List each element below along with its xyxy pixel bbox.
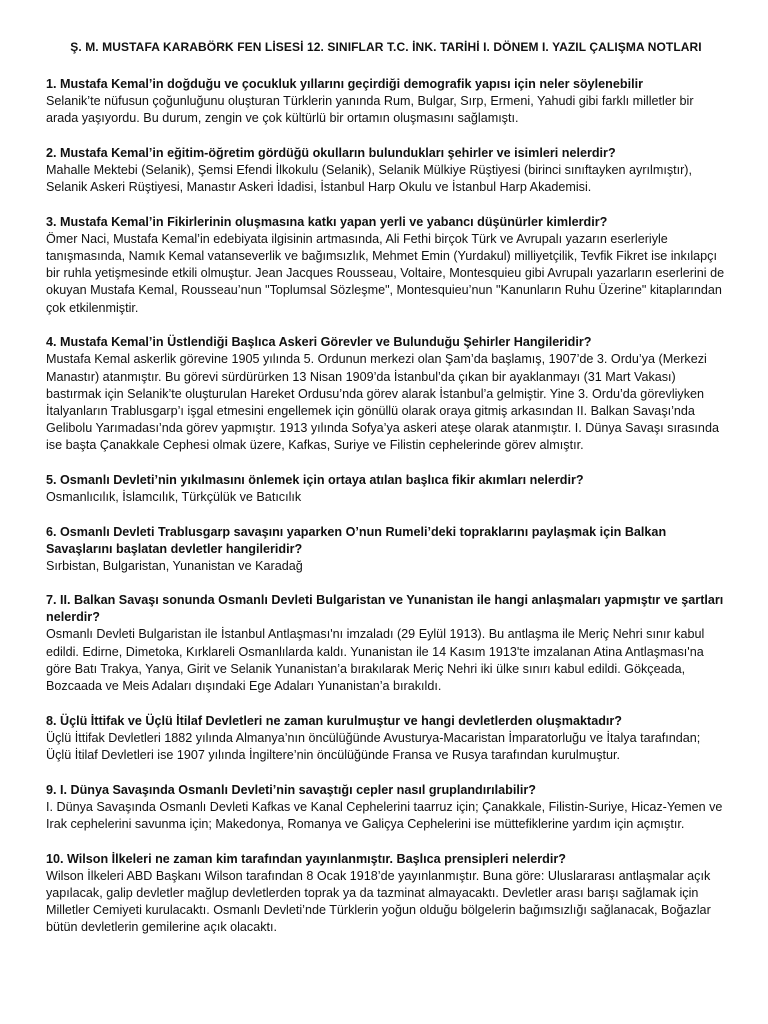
question-1: 1. Mustafa Kemal’in doğduğu ve çocukluk yıllarını geçirdiği demografik yapısı için neler söylenebilir	[46, 77, 643, 91]
qa-item-4	[46, 334, 726, 454]
qa-item-8	[46, 713, 726, 764]
answer-5: Osmanlıcılık, İslamcılık, Türkçülük ve Batıcılık	[46, 490, 302, 505]
qa-item-7	[46, 592, 726, 695]
qa-item-2	[46, 145, 726, 196]
qa-item-1	[46, 76, 726, 127]
qa-item-6	[46, 524, 726, 575]
question-10: 10. Wilson İlkeleri ne zaman kim tarafından yayınlanmıştır. Başlıca prensipleri nelerdir?	[46, 851, 566, 866]
question-2: 2. Mustafa Kemal’in eğitim-öğretim gördüğü okulların bulundukları şehirler ve isimleri nelerdir?	[46, 145, 616, 160]
question-4: 4. Mustafa Kemal’in Üstlendiği Başlıca Askeri Görevler ve Bulunduğu Şehirler Hangileridir?	[46, 335, 592, 350]
answer-10: Wilson İlkeleri ABD Başkanı Wilson tarafından 8 Ocak 1918’de yayınlanmıştır. Buna göre: Uluslararası antlaşmalar açık yapılacak, galip devletler mağlup devletlerden toprak ya da tazminat almayacaktı. Devletler arası barışı sağlamak için Milletler Cemiyeti kurulacaktı. Osmanlı Devleti’nde Türklerin yoğun olduğu bölgelerin bağımsızlığı sağlanacak, Boğazlar bütün devletlerin gemilerine açık olacaktı.	[46, 868, 711, 935]
qa-item-9	[46, 782, 726, 833]
question-3: 3. Mustafa Kemal’in Fikirlerinin oluşmasına katkı yapan yerli ve yabancı düşünürler kimlerdir?	[46, 214, 608, 229]
question-7: 7. II. Balkan Savaşı sonunda Osmanlı Devleti Bulgaristan ve Yunanistan ile hangi anlaşmaları yapmıştır ve şartları nelerdir?	[46, 593, 724, 625]
question-6: 6. Osmanlı Devleti Trablusgarp savaşını yaparken O’nun Rumeli’deki topraklarını paylaşmak için Balkan Savaşlarını başlatan devletler hangileridir?	[46, 524, 667, 556]
answer-7: Osmanlı Devleti Bulgaristan ile İstanbul Antlaşması'nı imzaladı (29 Eylül 1913). Bu antlaşma ile Meriç Nehri sınır kabul edildi. Edirne, Dimetoka, Kırklareli Osmanlılarda kaldı. Yunanistan ile 14 Kasım 1913'te imzalanan Atina Antlaşması'na göre Batı Trakya, Yanya, Girit ve Selanik Yunanistan’a bırakılarak Meriç Nehri iki ülke sınırı kabul edildi. Gökçeada, Bozcaada ve Meis Adaları dışındaki Ege Adaları Yunanistan’a bırakıldı.	[46, 627, 705, 694]
answer-8: Üçlü İttifak Devletleri 1882 yılında Almanya’nın öncülüğünde Avusturya-Macaristan İmparatorluğu ve İtalya tarafından; Üçlü İtilaf Devletleri ise 1907 yılında İngiltere’nin öncülüğünde Fransa ve Rusya tarafından kurulmuştur.	[46, 730, 701, 762]
answer-4: Mustafa Kemal askerlik görevine 1905 yılında 5. Ordunun merkezi olan Şam’da başlamış, 1907’de 3. Ordu’ya (Merkezi Manastır) atanmıştır. Bu görevi sürdürürken 13 Nisan 1909’da İstanbul’da çıkan bir ayaklanmayı (31 Mart Vakası) bastırmak için Selanik’te oluşturulan Hareket Ordusu’nda görev alarak İstanbul’a gelmiştir. Yine 3. Ordu’da görevliyken İtalyanların Trablusgarp’ı işgal etmesini engellemek için gönüllü olarak oraya gitmiş arkasından II. Balkan Savaşı’nda Gelibolu Yarımadası’nda görev yapmıştır. 1913 yılında Sofya’ya askeri ateşe olarak atanmıştır. I. Dünya Savaşı sırasında ise başta Çanakkale Cephesi olmak üzere, Kafkas, Suriye ve Filistin cephelerinde görev almıştır.	[46, 352, 719, 453]
qa-item-3	[46, 214, 726, 317]
qa-item-10	[46, 851, 726, 937]
document-page	[46, 40, 726, 954]
question-8: 8. Üçlü İttifak ve Üçlü İtilaf Devletleri ne zaman kurulmuştur ve hangi devletlerden oluşmaktadır?	[46, 713, 622, 728]
question-9: 9. I. Dünya Savaşında Osmanlı Devleti’nin savaştığı cepler nasıl gruplandırılabilir?	[46, 782, 536, 797]
qa-item-5	[46, 472, 726, 506]
answer-3: Ömer Naci, Mustafa Kemal’in edebiyata ilgisinin artmasında, Ali Fethi birçok Türk ve Avrupalı yazarın eserleriyle tanışmasında, Namık Kemal vatanseverlik ve bağımsızlık, Mehmet Emin (Yurdakul) milliyetçilik, Tevfik Fikret ise inkılapçı bir ruhla yetişmesinde etkili olmuştur. Jean Jacques Rousseau, Voltaire, Montesquieu gibi Avrupalı yazarların eserlerini de okuyan Mustafa Kemal, Rousseau’nun "Toplumsal Sözleşme", Montesquieu’nun "Kanunların Ruhu Üzerine" kitaplarından çok etkilenmiştir.	[46, 231, 725, 315]
answer-1: Selanik’te nüfusun çoğunluğunu oluşturan Türklerin yanında Rum, Bulgar, Sırp, Ermeni, Yahudi gibi farklı milletler bir arada yaşıyordu. Bu durum, zengin ve çok kültürlü bir ortamın oluşmasını sağlamıştı.	[46, 94, 694, 126]
document-title: Ş. M. MUSTAFA KARABÖRK FEN LİSESİ 12. SINIFLAR T.C. İNK. TARİHİ I. DÖNEM I. YAZIL ÇALIŞMA NOTLARI	[70, 40, 702, 54]
question-5: 5. Osmanlı Devleti’nin yıkılmasını önlemek için ortaya atılan başlıca fikir akımları nelerdir?	[46, 473, 584, 488]
answer-9: I. Dünya Savaşında Osmanlı Devleti Kafkas ve Kanal Cephelerini taarruz için; Çanakkale, Filistin-Suriye, Hicaz-Yemen ve Irak cephelerini savunma için; Makedonya, Romanya ve Galiçya Cephelerini ise müttefiklerine yardım için açmıştır.	[46, 799, 723, 831]
answer-6: Sırbistan, Bulgaristan, Yunanistan ve Karadağ	[46, 558, 303, 573]
answer-2: Mahalle Mektebi (Selanik), Şemsi Efendi İlkokulu (Selanik), Selanik Mülkiye Rüştiyesi (birinci sınıftayken ayrılmıştır), Selanik Askeri Rüştiyesi, Manastır Askeri İdadisi, İstanbul Harp Okulu ve İstanbul Harp Akademisi.	[46, 162, 693, 195]
